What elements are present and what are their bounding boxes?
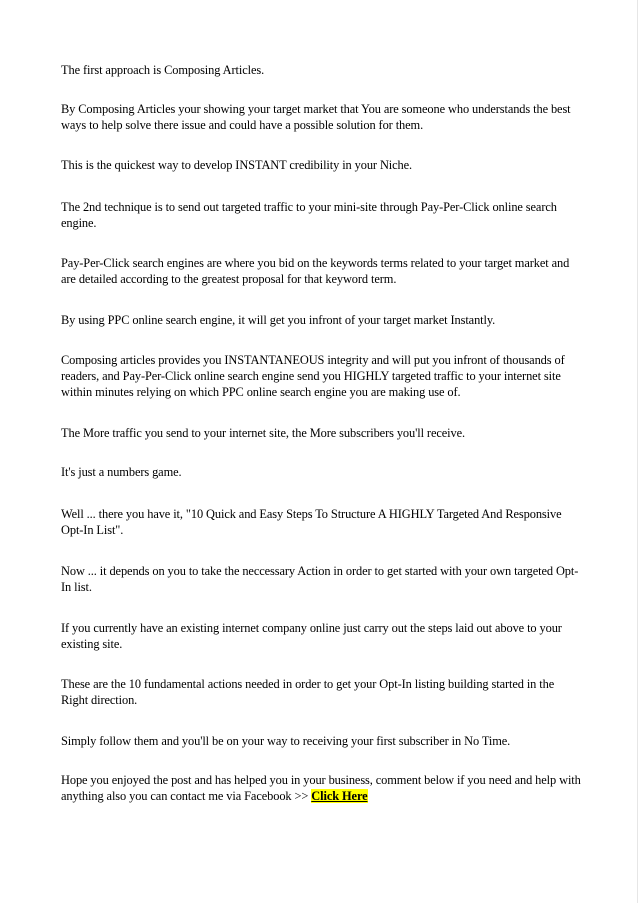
paragraph-12: If you currently have an existing internet company online just carry out the steps laid out above to your existing site. — [61, 621, 562, 651]
paragraph-13: These are the 10 fundamental actions needed in order to get your Opt-In listing building started in the Right direction. — [61, 677, 555, 707]
paragraph-4: The 2nd technique is to send out targeted traffic to your mini-site through Pay-Per-Click online search engine. — [61, 200, 557, 230]
paragraph-14: Simply follow them and you'll be on your way to receiving your first subscriber in No Time. — [61, 734, 511, 748]
paragraph-6: By using PPC online search engine, it will get you infront of your target market Instantly. — [61, 313, 496, 327]
paragraph-11: Now ... it depends on you to take the neccessary Action in order to get started with your own targeted Opt-In list. — [61, 564, 579, 594]
paragraph-5: Pay-Per-Click search engines are where you bid on the keywords terms related to your target market and are detailed according to the greatest proposal for that keyword term. — [61, 256, 570, 286]
paragraph-3: This is the quickest way to develop INSTANT credibility in your Niche. — [61, 158, 413, 172]
paragraph-9: It's just a numbers game. — [61, 465, 182, 479]
facebook-click-here-link[interactable]: Click Here — [311, 789, 368, 803]
paragraph-15 — [61, 772, 581, 804]
paragraph-7: Composing articles provides you INSTANTANEOUS integrity and will put you infront of thousands of readers, and Pay-Per-Click online search engine send you HIGHLY targeted traffic to your internet site within minutes relying on which PPC online search engine you are making use of. — [61, 353, 565, 399]
paragraph-1: The first approach is Composing Articles. — [61, 63, 265, 77]
paragraph-2: By Composing Articles your showing your target market that You are someone who understands the best ways to help solve there issue and could have a possible solution for them. — [61, 102, 571, 132]
paragraph-15-text: Hope you enjoyed the post and has helped you in your business, comment below if you need and help with anything also you can contact me via Facebook >> — [61, 773, 581, 803]
paragraph-10: Well ... there you have it, "10 Quick and Easy Steps To Structure A HIGHLY Targeted And Responsive Opt-In List". — [61, 507, 562, 537]
paragraph-8: The More traffic you send to your internet site, the More subscribers you'll receive. — [61, 426, 465, 440]
